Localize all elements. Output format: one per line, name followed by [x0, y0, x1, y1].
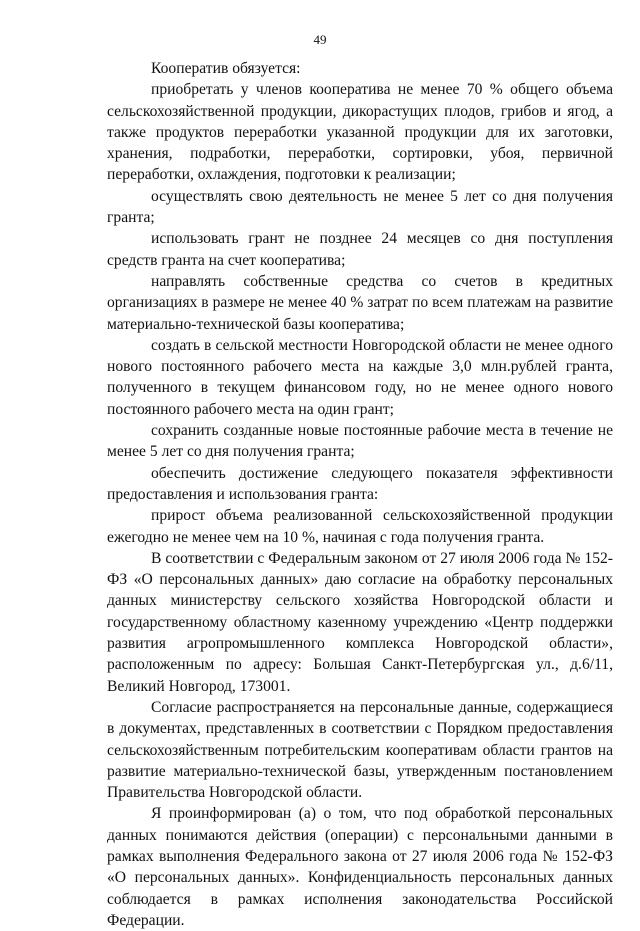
obligation-item: осуществлять свою деятельность не менее 5 лет со дня получения гранта; [107, 187, 613, 227]
obligations-heading: Кооператив обязуется: [151, 60, 301, 77]
obligation-item: использовать грант не позднее 24 месяцев со дня поступления средств гранта на счет кооператива; [107, 230, 613, 269]
page-number: 49 [313, 32, 327, 47]
obligation-item: создать в сельской местности Новгородской области не менее одного нового постоянного рабочего места на каждые 3,0 млн.рублей гранта, полученного в текущем финансовом году, но не менее одного нового постоянного рабочего места на один грант; [107, 336, 613, 418]
document-body [107, 58, 613, 931]
consent-paragraph: В соответствии с Федеральным законом от 27 июля 2006 года № 152-ФЗ «О персональных данных» даю согласие на обработку персональных данных министерству сельского хозяйства Новгородской области и государственному областному казенному учреждению «Центр поддержки развития агропромышленного комплекса Новгородской области», расположенным по адресу: Большая Санкт-Петербургская ул., д.6/11, Великий Новгород, 173001. [107, 549, 613, 695]
obligation-item: обеспечить достижение следующего показателя эффективности предоставления и использования гранта: [107, 464, 613, 503]
information-paragraph: Я проинформирован (а) о том, что под обработкой персональных данных понимаются действия (операции) с персональными данными в рамках выполнения Федерального закона от 27 июля 2006 года № 152-ФЗ «О персональных данных». Конфиденциальность персональных данных соблюдается в рамках исполнения законодательства Российской Федерации. [107, 805, 613, 929]
obligation-item: приобретать у членов кооператива не менее 70 % общего объема сельскохозяйственной продукции, дикорастущих плодов, грибов и ягод, а также продуктов переработки указанной продукции для их заготовки, хранения, подработки, переработки, сортировки, убоя, первичной переработки, охлаждения, подготовки к реализации; [107, 81, 613, 184]
obligation-item: направлять собственные средства со счетов в кредитных организациях в размере не менее 40 % затрат по всем платежам на развитие материально-технической базы кооператива; [107, 272, 613, 333]
consent-scope-paragraph: Согласие распространяется на персональные данные, содержащиеся в документах, представленных в соответствии с Порядком предоставления сельскохозяйственным потребительским кооперативам области грантов на развитие материально-технической базы, утвержденным постановлением Правительства Новгородской области. [107, 698, 613, 802]
obligation-item: сохранить созданные новые постоянные рабочие места в течение не менее 5 лет со дня получения гранта; [107, 422, 613, 461]
obligation-item: прирост объема реализованной сельскохозяйственной продукции ежегодно не менее чем на 10 %, начиная с года получения гранта. [107, 507, 613, 546]
